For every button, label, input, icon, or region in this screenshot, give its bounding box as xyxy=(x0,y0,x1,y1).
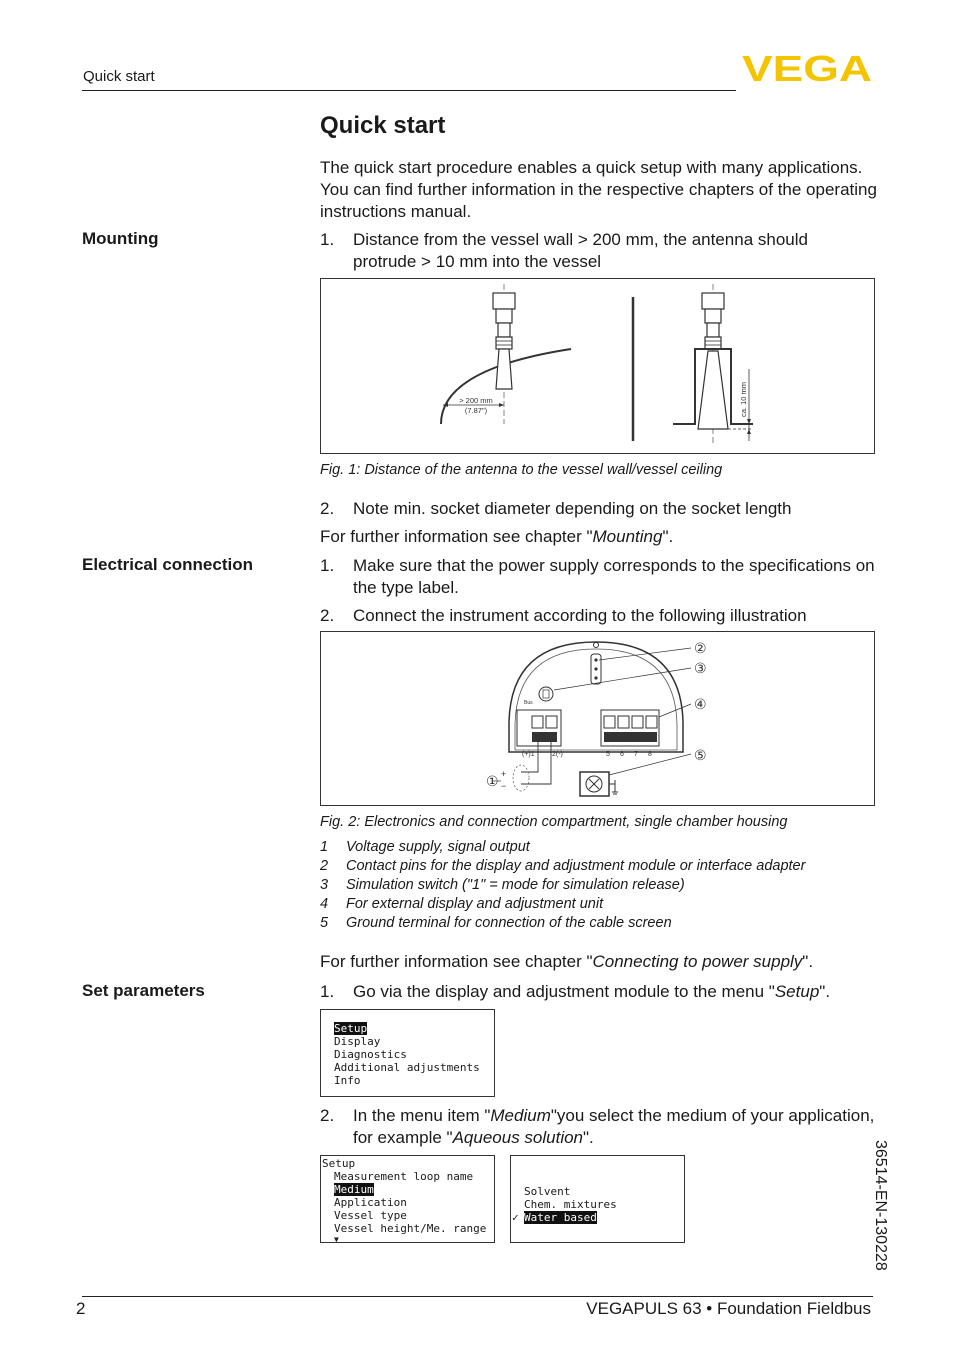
parameters-step-1: 1. Go via the display and adjustment module to the menu "Setup". xyxy=(320,982,831,1001)
legend-item: 1 Voltage supply, signal output xyxy=(320,839,530,855)
menu-item: Solvent xyxy=(524,1185,571,1198)
parameters-step-2: 2. In the menu item "Medium"you select the medium of your application, for example "Aqueous solution". xyxy=(320,1106,875,1147)
callout-5: ⑤ xyxy=(694,748,707,764)
callout-4: ④ xyxy=(694,697,707,713)
dim-7-87in: (7.87") xyxy=(464,406,488,415)
menu-item-setup-selected: Setup xyxy=(334,1022,368,1035)
mounting-step-1: 1. Distance from the vessel wall > 200 mm, the antenna should protrude > 10 mm into the vessel xyxy=(320,230,808,271)
terminal-8: 8 xyxy=(648,751,652,758)
figure-2-caption: Fig. 2: Electronics and connection compartment, single chamber housing xyxy=(320,814,788,830)
legend-item: 2 Contact pins for the display and adjustment module or interface adapter xyxy=(320,858,806,874)
menu-item: Diagnostics xyxy=(334,1048,407,1061)
menu-item: Vessel type xyxy=(334,1209,407,1222)
logo-text: VEGA xyxy=(742,50,872,84)
menu-item: Info xyxy=(334,1074,361,1087)
menu-item: Additional adjustments xyxy=(334,1061,480,1074)
menu-item: Measurement loop name xyxy=(334,1170,474,1183)
menu-title: Setup xyxy=(322,1157,356,1170)
menu-item-water-based-selected: Water based xyxy=(524,1211,597,1224)
electrical-step-1: 1. Make sure that the power supply corresponds to the specifications on the type label. xyxy=(320,556,875,597)
electrical-step-2: 2. Connect the instrument according to the following illustration xyxy=(320,606,807,625)
figure-2-legend xyxy=(320,838,880,933)
page-number: 2 xyxy=(76,1299,86,1318)
electronics-drawing xyxy=(321,632,874,805)
terminal-2: 2(-) xyxy=(552,751,563,758)
dim-200mm: > 200 mm xyxy=(459,396,493,405)
legend-item: 4 For external display and adjustment unit xyxy=(320,896,604,912)
parameters-heading: Set parameters xyxy=(82,981,205,1000)
callout-2: ② xyxy=(694,641,707,657)
vega-logo xyxy=(742,50,872,84)
antenna-distance-drawing xyxy=(321,279,874,453)
scroll-down-icon: ▼ xyxy=(334,1235,339,1244)
menu-item: Application xyxy=(334,1196,407,1209)
electrical-reference: For further information see chapter "Connecting to power supply". xyxy=(320,952,814,971)
display-menu-main xyxy=(320,1009,495,1097)
terminal-1: (+)1 xyxy=(522,751,535,758)
legend-item: 3 Simulation switch ("1" = mode for simulation release) xyxy=(320,877,685,893)
menu-item-medium-selected: Medium xyxy=(334,1183,374,1196)
menu-item: Vessel height/Me. range xyxy=(334,1222,487,1235)
display-menu-setup xyxy=(320,1155,495,1243)
figure-antenna-distance xyxy=(320,278,875,454)
callout-3: ③ xyxy=(694,661,707,677)
terminal-7: 7 xyxy=(634,751,638,758)
document-number: 36514-EN-130228 xyxy=(872,1140,889,1271)
bus-label: Bus xyxy=(524,700,533,706)
terminal-5: 5 xyxy=(606,751,610,758)
intro-paragraph: The quick start procedure enables a quick setup with many applications. You can find further information in the respective chapters of the operating instructions manual. xyxy=(320,158,877,221)
menu-item: Display xyxy=(334,1035,381,1048)
legend-item: 5 Ground terminal for connection of the cable screen xyxy=(320,915,672,931)
figure-1-caption: Fig. 1: Distance of the antenna to the vessel wall/vessel ceiling xyxy=(320,462,723,478)
svg-text:−: − xyxy=(501,781,507,791)
mounting-reference: For further information see chapter "Mounting". xyxy=(320,527,674,546)
electrical-heading: Electrical connection xyxy=(82,555,253,574)
terminal-6: 6 xyxy=(620,751,624,758)
running-header: Quick start xyxy=(83,68,155,85)
svg-text:+: + xyxy=(501,769,507,779)
mounting-step-2: 2. Note min. socket diameter depending on the socket length xyxy=(320,499,792,518)
page-title: Quick start xyxy=(320,112,446,139)
mounting-heading: Mounting xyxy=(82,229,159,248)
callout-1: ① xyxy=(486,774,499,790)
dim-10mm: ca. 10 mm xyxy=(739,381,748,417)
display-menu-medium xyxy=(510,1155,685,1243)
header-rule xyxy=(82,90,736,91)
figure-electronics-compartment xyxy=(320,631,875,806)
footer-product: VEGAPULS 63 • Foundation Fieldbus xyxy=(586,1299,871,1318)
check-icon: ✓ xyxy=(512,1211,519,1224)
footer-rule xyxy=(82,1296,873,1297)
menu-item: Chem. mixtures xyxy=(524,1198,617,1211)
